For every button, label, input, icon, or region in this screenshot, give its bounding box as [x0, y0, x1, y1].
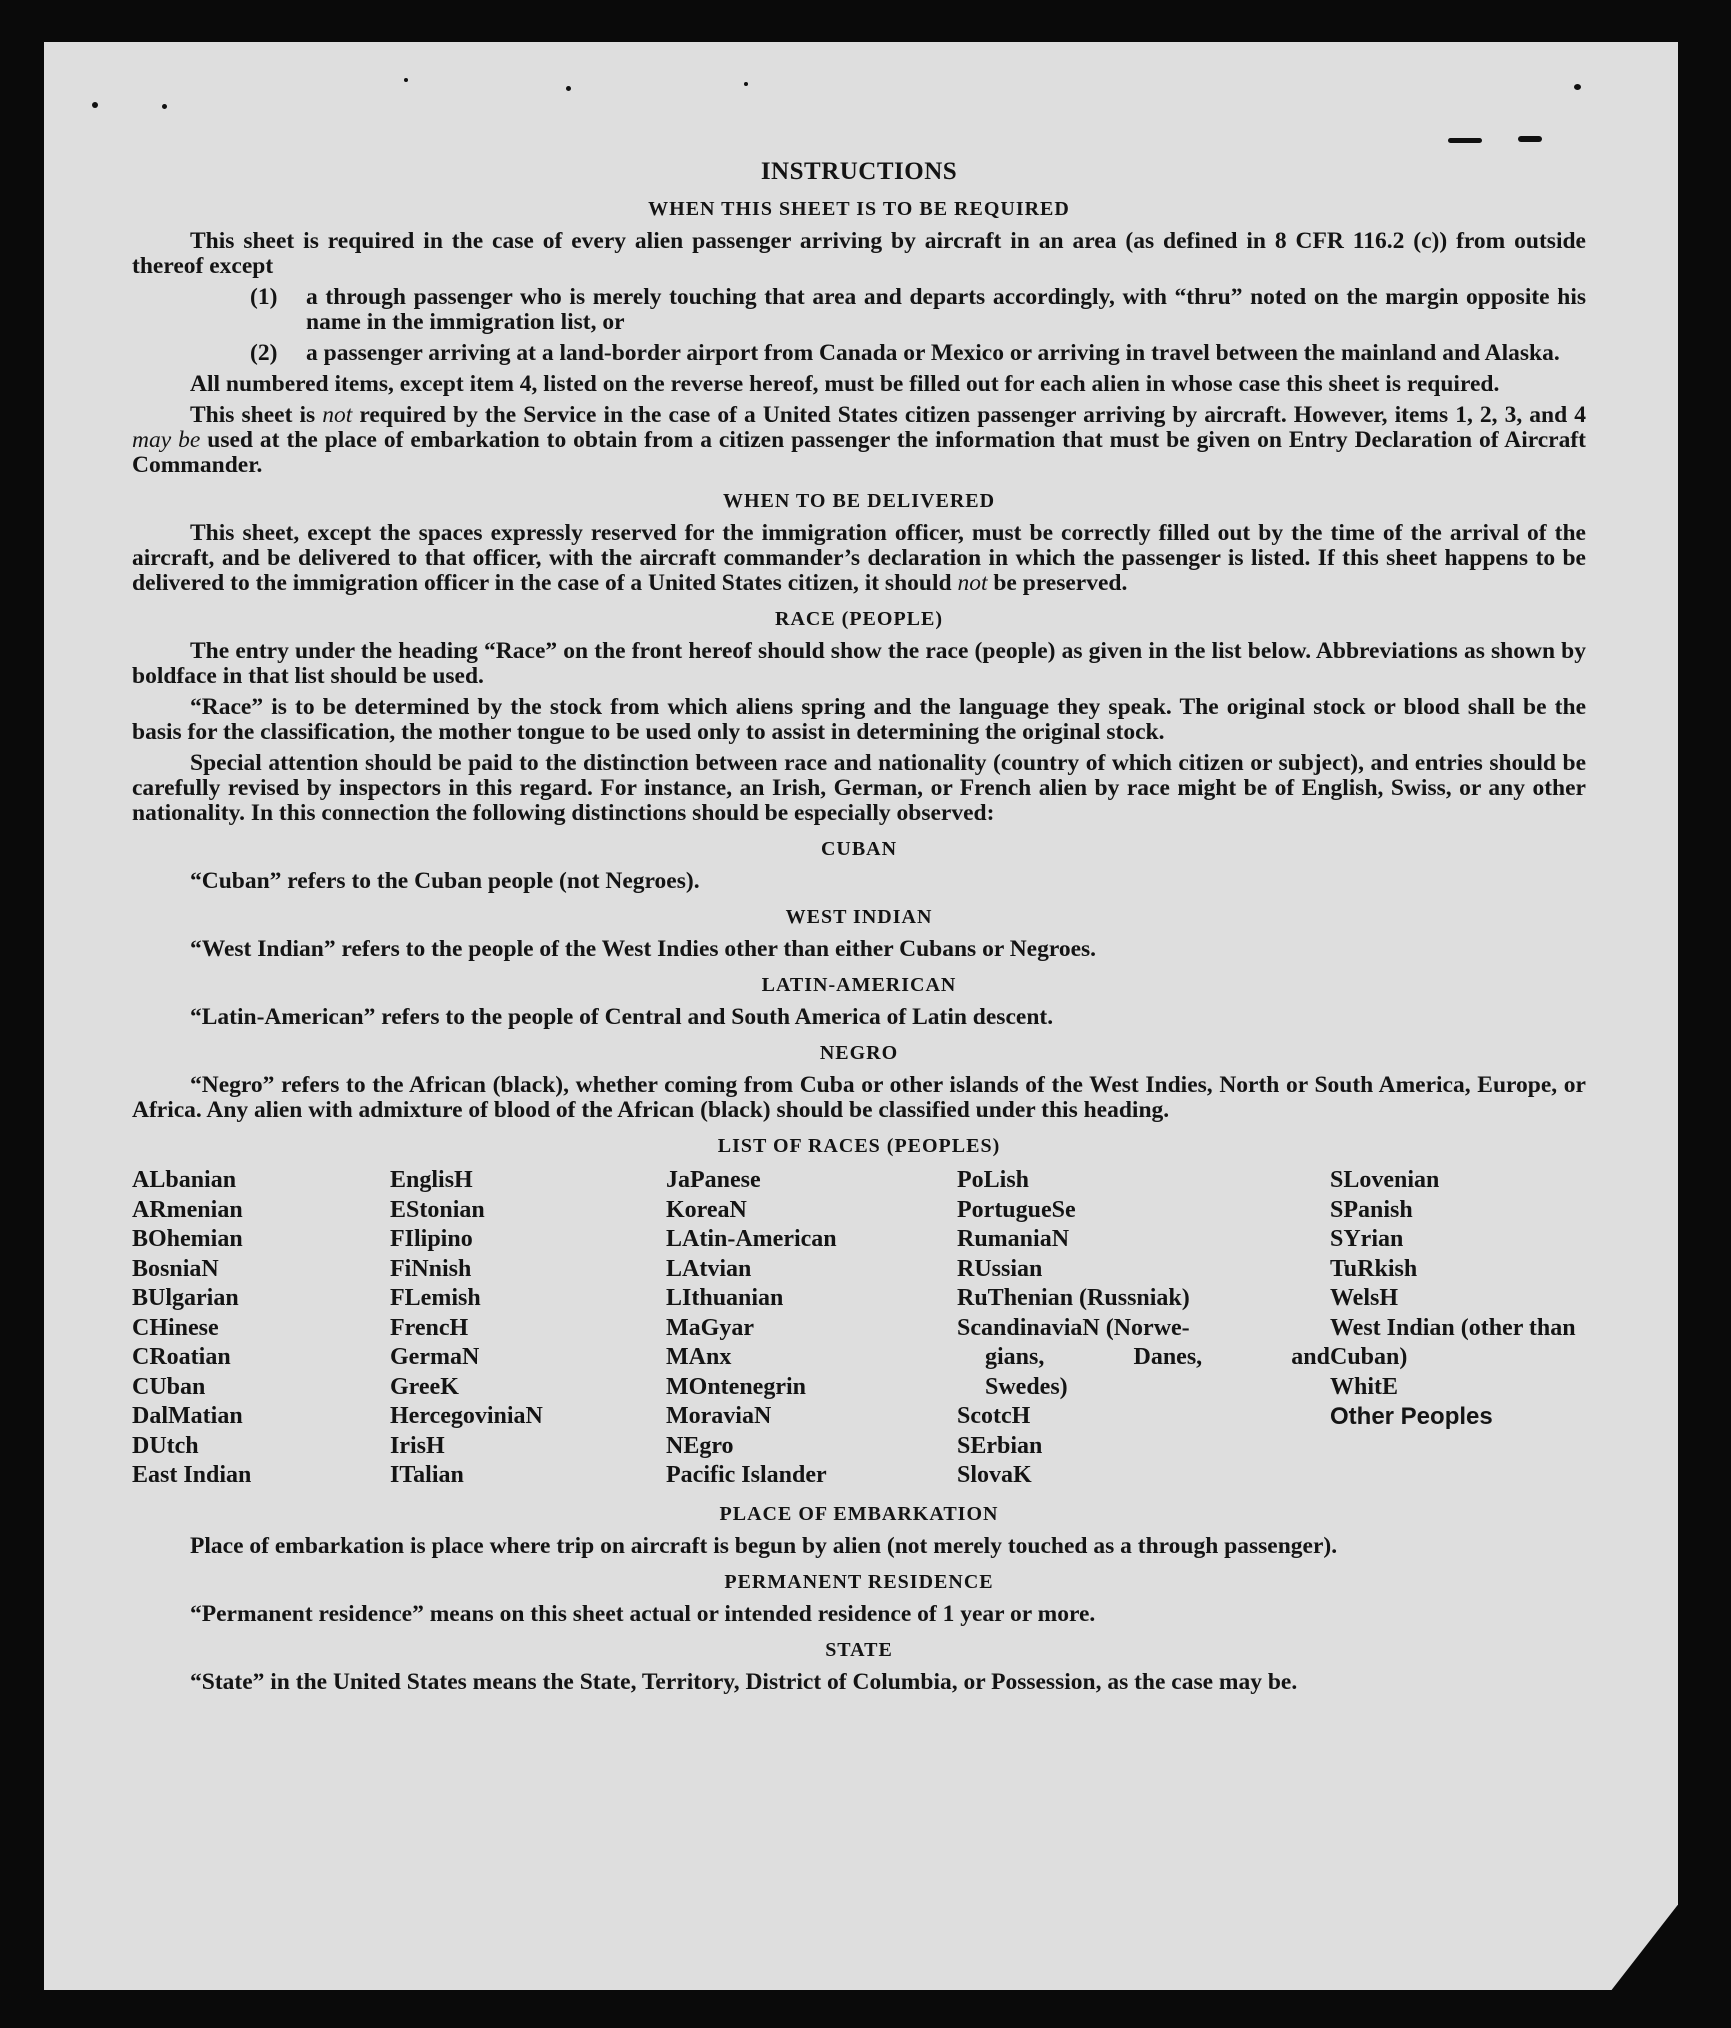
- race-entry: DUtch: [132, 1432, 199, 1459]
- paragraph-delivery: This sheet, except the spaces expressly reserved for the immigration officer, must be correctly filled out by the time of the arrival of the aircraft, and be delivered to that officer, with the aircraft commander’s declaration in which the passenger is listed. If this sheet happens to be delivered to the immigration officer in the case of a United States citizen, it should not be preserved.: [132, 520, 1586, 596]
- race-entry: IrisH: [390, 1432, 445, 1459]
- race-entry: CRoatian: [132, 1344, 231, 1370]
- race-entry: Pacific Islander: [666, 1462, 827, 1488]
- ink-speck: [744, 82, 748, 86]
- race-entry: BUlgarian: [132, 1285, 239, 1311]
- heading-west-indian: WEST INDIAN: [785, 906, 933, 928]
- ink-speck: [404, 78, 408, 82]
- heading-state: STATE: [825, 1638, 893, 1661]
- race-entry: ITalian: [390, 1462, 464, 1488]
- heading-when-required: WHEN THIS SHEET IS TO BE REQUIRED: [648, 198, 1070, 220]
- exception-number: (2): [250, 340, 278, 366]
- paragraph-race-nationality: Special attention should be paid to the distinction between race and nationality (country of which citizen or subject), and entries should be carefully revised by inspectors in this regard. For instance, an Irish, German, or French alien by race might be of English, Swiss, or any other nationality. In this connection the following distinctions should be especially observed:: [132, 750, 1586, 826]
- race-entry: Swedes): [985, 1373, 1068, 1400]
- race-entry: Other Peoples: [1330, 1403, 1493, 1430]
- race-list: [132, 1166, 1586, 1491]
- paragraph-cuban: “Cuban” refers to the Cuban people (not Negroes).: [190, 868, 700, 894]
- race-entry: GermaN: [390, 1344, 480, 1370]
- ink-speck: [566, 86, 571, 91]
- race-entry: MaGyar: [666, 1314, 754, 1341]
- race-entry: LAtin-American: [666, 1226, 837, 1252]
- heading-list-of-races: LIST OF RACES (PEOPLES): [717, 1135, 1001, 1157]
- instruction-sheet: [44, 42, 1678, 1990]
- exception-text: a through passenger who is merely touching that area and departs accordingly, with “thru” noted on the margin opposite his name in the immigration list, or: [306, 284, 1586, 335]
- race-entry: FLemish: [390, 1285, 481, 1311]
- paragraph-latin-american: “Latin-American” refers to the people of Central and South America of Latin descent.: [190, 1004, 1054, 1030]
- race-entry: LAtvian: [666, 1255, 752, 1282]
- race-column: [957, 1166, 1330, 1491]
- race-entry: FiNnish: [390, 1255, 472, 1282]
- race-column: [132, 1166, 390, 1491]
- race-entry: ScotcH: [957, 1403, 1031, 1429]
- race-entry: Danes,: [1133, 1344, 1203, 1370]
- race-entry: and: [1291, 1344, 1330, 1370]
- race-entry: EStonian: [390, 1196, 485, 1223]
- race-entry: WhitE: [1330, 1373, 1399, 1400]
- race-entry: West Indian (other than Cuban): [1330, 1314, 1576, 1370]
- ink-speck: [1448, 138, 1482, 143]
- race-column: [1330, 1166, 1592, 1491]
- race-entry: DalMatian: [132, 1403, 243, 1429]
- race-entry: MAnx: [666, 1344, 732, 1370]
- emphasis-boldface: boldface: [132, 663, 217, 689]
- heading-negro: NEGRO: [819, 1042, 899, 1064]
- heading-latin-american: LATIN-AMERICAN: [761, 974, 957, 996]
- race-entry: TuRkish: [1330, 1255, 1418, 1282]
- exception-item: [250, 285, 1586, 335]
- ink-speck: [162, 104, 167, 109]
- emphasis-may-be: may be: [132, 427, 201, 453]
- race-entry: RumaniaN: [957, 1226, 1070, 1252]
- race-entry: RUssian: [957, 1255, 1043, 1282]
- race-entry: FrencH: [390, 1314, 469, 1341]
- paragraph-west-indian: “West Indian” refers to the people of the West Indies other than either Cubans or Negroes.: [190, 936, 1097, 962]
- paragraph-negro: “Negro” refers to the African (black), whether coming from Cuba or other islands of the West Indies, North or South America, Europe, or Africa. Any alien with admixture of blood of the African (black) should be classified under this heading.: [132, 1072, 1586, 1123]
- race-entry: CUban: [132, 1373, 206, 1400]
- race-entry: MOntenegrin: [666, 1373, 806, 1400]
- race-entry: FIlipino: [390, 1226, 473, 1252]
- paragraph-race-entry: The entry under the heading “Race” on the front hereof should show the race (people) as given in the list below. Abbreviations as shown by boldface in that list should be used.: [132, 638, 1586, 689]
- exception-item: [250, 341, 1586, 366]
- ink-speck: [1574, 84, 1581, 90]
- ink-speck: [1518, 136, 1542, 142]
- heading-permanent-residence: PERMANENT RESIDENCE: [724, 1570, 994, 1593]
- race-entry: WelsH: [1330, 1285, 1399, 1311]
- race-entry: ARmenian: [132, 1196, 243, 1223]
- race-entry: HercegoviniaN: [390, 1403, 543, 1429]
- paragraph-required-intro: This sheet is required in the case of every alien passenger arriving by aircraft in an area (as defined in 8 CFR 116.2 (c)) from outside thereof except: [132, 228, 1586, 279]
- race-entry: ScandinaviaN (Norwe-: [957, 1314, 1190, 1341]
- paragraph-embarkation: Place of embarkation is place where trip on aircraft is begun by alien (not merely touched as a through passenger).: [190, 1532, 1338, 1559]
- emphasis-not: not: [957, 570, 988, 596]
- race-entry: EnglisH: [390, 1167, 473, 1193]
- paragraph-state: “State” in the United States means the State, Territory, District of Columbia, or Possession, as the case may be.: [190, 1668, 1298, 1695]
- race-entry: KoreaN: [666, 1196, 747, 1223]
- heading-cuban: CUBAN: [820, 838, 898, 860]
- race-entry: SPanish: [1330, 1196, 1413, 1223]
- race-entry: SLovenian: [1330, 1167, 1440, 1193]
- heading-embarkation: PLACE OF EMBARKATION: [719, 1502, 999, 1525]
- paragraph-race-definition: “Race” is to be determined by the stock from which aliens spring and the language they speak. The original stock or blood shall be the basis for the classification, the mother tongue to be used only to assist in determining the original stock.: [132, 694, 1586, 745]
- paragraph-numbered-items: All numbered items, except item 4, listed on the reverse hereof, must be filled out for each alien in whose case this sheet is required.: [190, 371, 1500, 397]
- race-column: [666, 1166, 957, 1491]
- heading-when-delivered: WHEN TO BE DELIVERED: [722, 490, 996, 512]
- emphasis-not: not: [322, 402, 353, 428]
- race-entry: PoLish: [957, 1167, 1030, 1193]
- race-entry: JaPanese: [666, 1167, 761, 1193]
- race-entry: NEgro: [666, 1432, 734, 1459]
- ink-speck: [92, 102, 98, 108]
- race-entry: SYrian: [1330, 1226, 1404, 1252]
- race-entry: SlovaK: [957, 1462, 1032, 1488]
- race-entry: SErbian: [957, 1432, 1043, 1459]
- heading-race: RACE (PEOPLE): [775, 608, 943, 630]
- race-entry: CHinese: [132, 1314, 219, 1341]
- race-entry: East Indian: [132, 1462, 252, 1488]
- race-entry: BosniaN: [132, 1255, 219, 1282]
- exception-text: a passenger arriving at a land-border airport from Canada or Mexico or arriving in travel between the mainland and Alaska.: [306, 340, 1560, 366]
- paragraph-permanent-residence: “Permanent residence” means on this sheet actual or intended residence of 1 year or more.: [190, 1600, 1096, 1627]
- race-entry: BOhemian: [132, 1226, 243, 1252]
- race-entry: GreeK: [390, 1373, 459, 1400]
- race-entry: gians,: [985, 1344, 1045, 1370]
- race-entry: LIthuanian: [666, 1285, 784, 1311]
- race-column: [390, 1166, 666, 1491]
- race-entry: PortugueSe: [957, 1196, 1076, 1223]
- page-title: INSTRUCTIONS: [760, 158, 958, 185]
- race-entry: [957, 1343, 1330, 1373]
- exception-number: (1): [250, 284, 278, 310]
- race-entry: ALbanian: [132, 1167, 237, 1193]
- paragraph-citizen: This sheet is not required by the Service in the case of a United States citizen passenger arriving by aircraft. However, items 1, 2, 3, and 4 may be used at the place of embarkation to obtain from a citizen passenger the information that must be given on Entry Declaration of Aircraft Commander.: [132, 402, 1587, 478]
- race-entry: MoraviaN: [666, 1403, 772, 1429]
- race-entry: RuThenian (Russniak): [957, 1285, 1190, 1311]
